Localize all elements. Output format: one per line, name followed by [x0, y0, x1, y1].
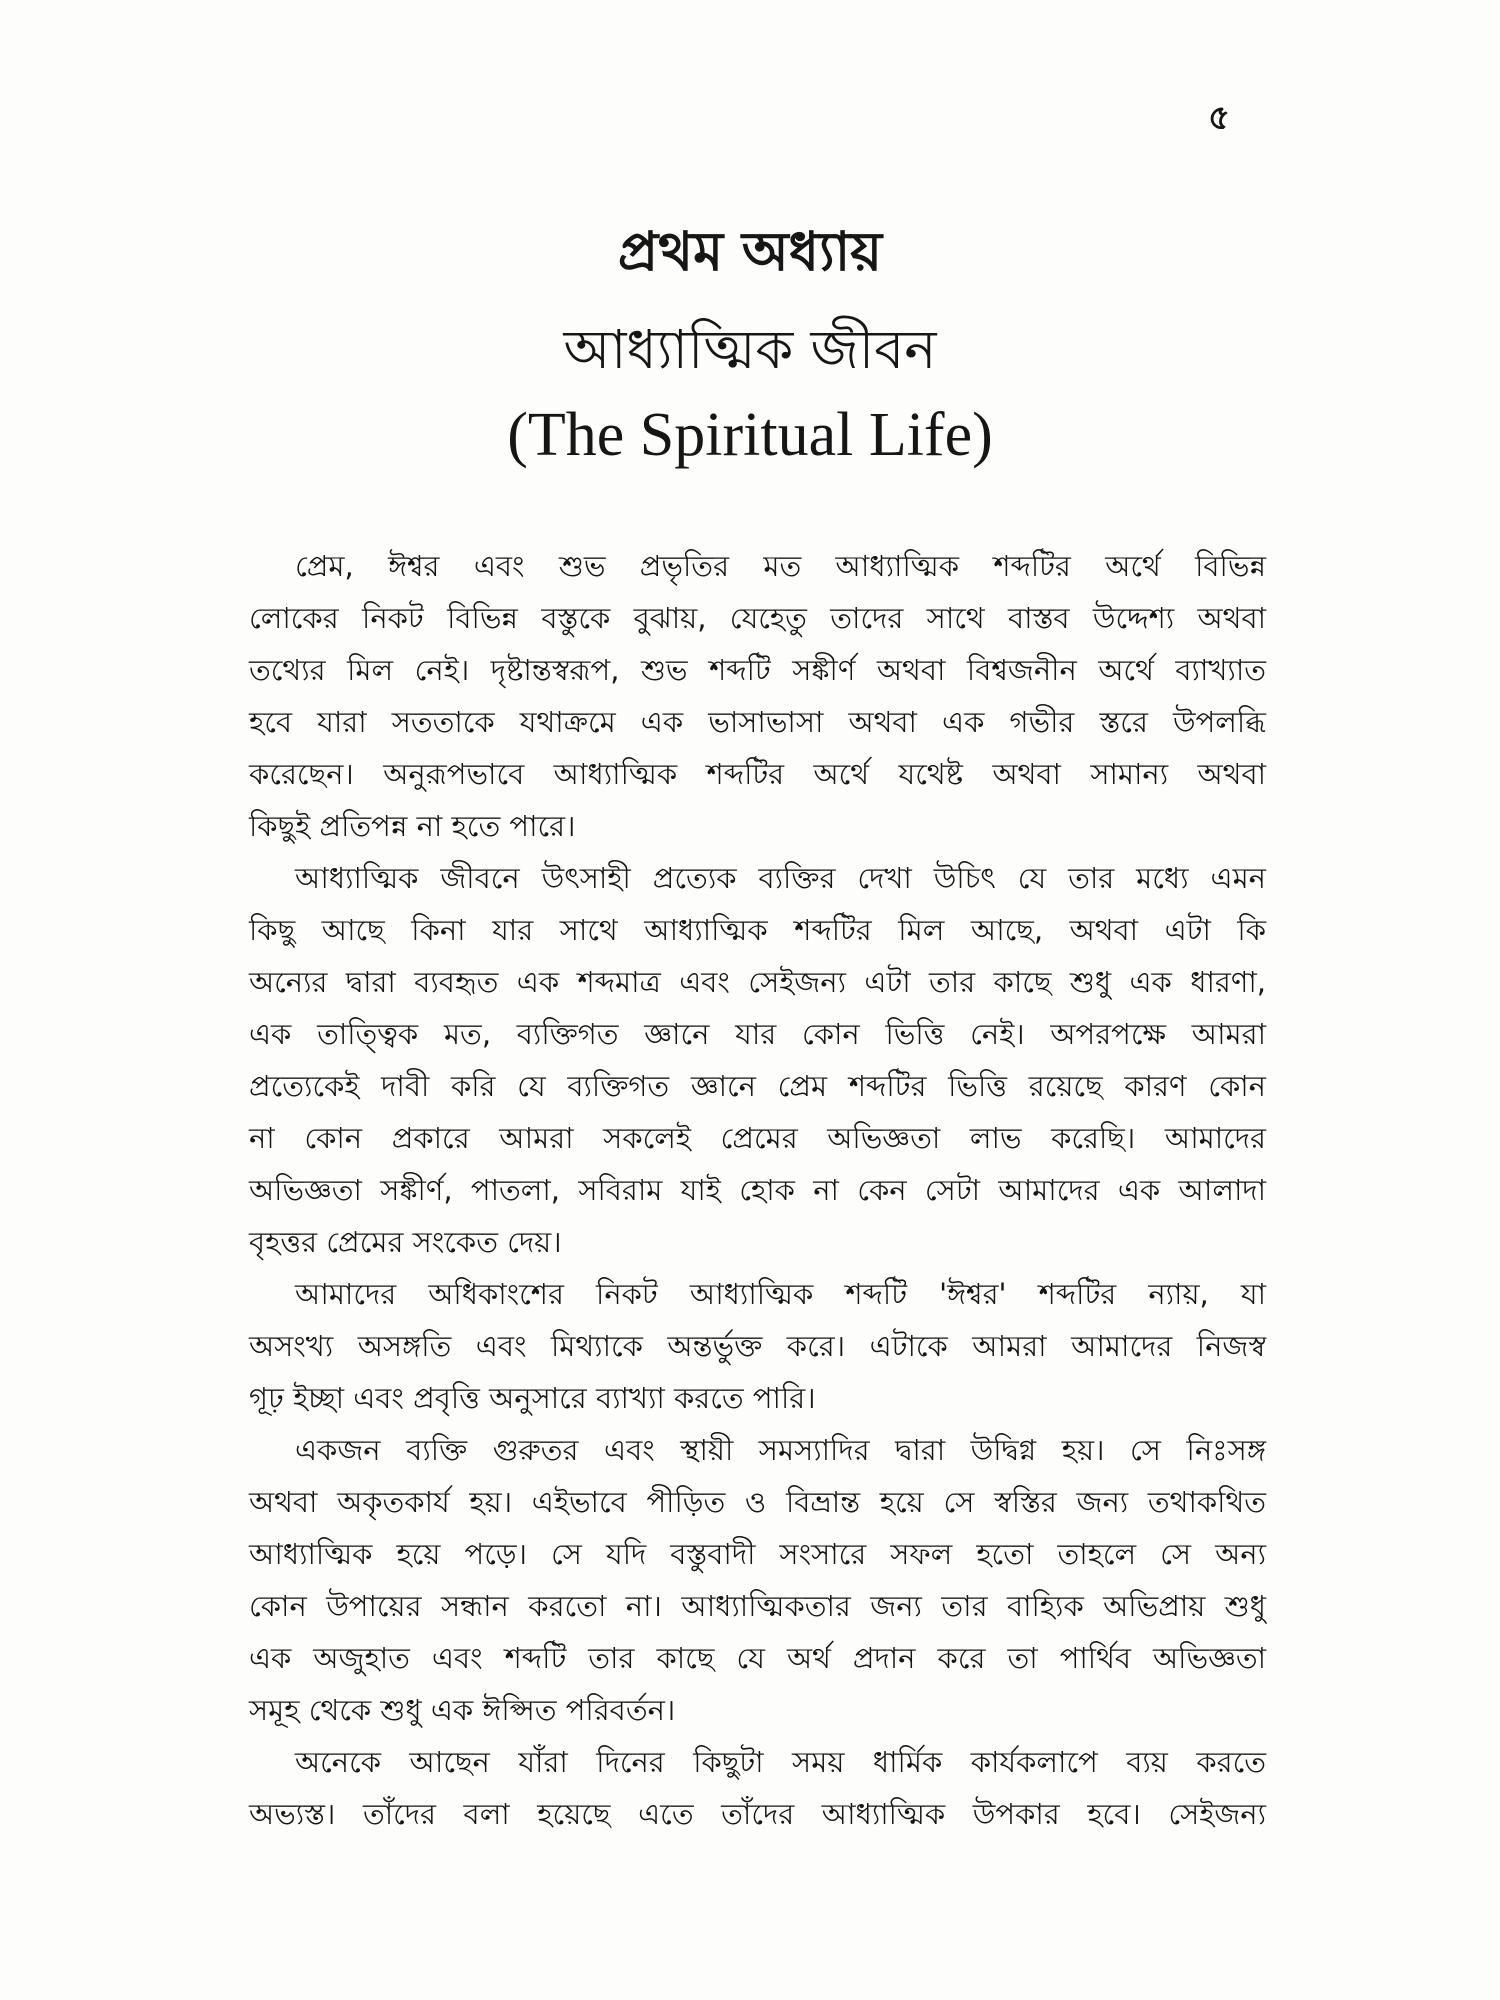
text-line: বৃহত্তর প্রেমের সংকেত দেয়। — [249, 1225, 562, 1259]
text-line: অনেকে আছেন যাঁরা দিনের কিছুটা সময় ধার্মিক কার্যকলাপে ব্যয় করতে — [295, 1745, 1266, 1779]
paragraph — [249, 1424, 1266, 1736]
chapter-label: প্রথম অধ্যায় — [617, 220, 883, 283]
paragraph — [249, 852, 1266, 1268]
text-line: অভ্যস্ত। তাঁদের বলা হয়েছে এতে তাঁদের আধ্যাত্মিক উপকার হবে। সেইজন্য — [249, 1797, 1266, 1831]
page-number: ৫ — [1208, 98, 1231, 138]
text-line: প্রত্যেকেই দাবী করি যে ব্যক্তিগত জ্ঞানে প্রেম শব্দটির ভিত্তি রয়েছে কারণ কোন — [249, 1069, 1266, 1103]
text-line: অথবা অকৃতকার্য হয়। এইভাবে পীড়িত ও বিভ্রান্ত হয়ে সে স্বস্তির জন্য তথাকথিত — [249, 1485, 1266, 1519]
text-line: অন্যের দ্বারা ব্যবহৃত এক শব্দমাত্র এবং সেইজন্য এটা তার কাছে শুধু এক ধারণা, — [249, 965, 1266, 999]
text-line: অসংখ্য অসঙ্গতি এবং মিথ্যাকে অন্তর্ভুক্ত করে। এটাকে আমরা আমাদের নিজস্ব — [249, 1329, 1266, 1363]
paragraph — [249, 1268, 1266, 1424]
text-line: আধ্যাত্মিক হয়ে পড়ে। সে যদি বস্তুবাদী সংসারে সফল হতো তাহলে সে অন্য — [249, 1537, 1266, 1571]
chapter-subtitle: (The Spiritual Life) — [507, 401, 993, 469]
text-line: হবে যারা সততাকে যথাক্রমে এক ভাসাভাসা অথবা এক গভীর স্তরে উপলব্ধি — [249, 705, 1266, 739]
text-line: লোকের নিকট বিভিন্ন বস্তুকে বুঝায়, যেহেতু তাদের সাথে বাস্তব উদ্দেশ্য অথবা — [249, 601, 1266, 635]
text-line: আধ্যাত্মিক জীবনে উৎসাহী প্রত্যেক ব্যক্তির দেখা উচিৎ যে তার মধ্যে এমন — [295, 861, 1266, 895]
text-line: সমূহ থেকে শুধু এক ঈপ্সিত পরিবর্তন। — [249, 1693, 676, 1727]
text-line: গূঢ় ইচ্ছা এবং প্রবৃত্তি অনুসারে ব্যাখ্যা করতে পারি। — [249, 1381, 816, 1415]
text-line: তথ্যের মিল নেই। দৃষ্টান্তস্বরূপ, শুভ শব্দটি সঙ্কীর্ণ অথবা বিশ্বজনীন অর্থে ব্যাখ্যাত — [249, 653, 1266, 687]
text-line: এক অজুহাত এবং শব্দটি তার কাছে যে অর্থ প্রদান করে তা পার্থিব অভিজ্ঞতা — [249, 1641, 1266, 1675]
paragraph — [249, 1736, 1266, 1840]
text-line: এক তাত্ত্বিক মত, ব্যক্তিগত জ্ঞানে যার কোন ভিত্তি নেই। অপরপক্ষে আমরা — [249, 1017, 1266, 1051]
text-line: কিছু আছে কিনা যার সাথে আধ্যাত্মিক শব্দটির মিল আছে, অথবা এটা কি — [249, 913, 1266, 947]
text-line: আমাদের অধিকাংশের নিকট আধ্যাত্মিক শব্দটি 'ঈশ্বর' শব্দটির ন্যায়, যা — [295, 1277, 1266, 1311]
text-line: না কোন প্রকারে আমরা সকলেই প্রেমের অভিজ্ঞতা লাভ করেছি। আমাদের — [249, 1121, 1266, 1155]
text-line: কিছুই প্রতিপন্ন না হতে পারে। — [249, 809, 576, 843]
text-line: একজন ব্যক্তি গুরুতর এবং স্থায়ী সমস্যাদির দ্বারা উদ্বিগ্ন হয়। সে নিঃসঙ্গ — [295, 1433, 1266, 1467]
paragraph — [249, 540, 1266, 852]
text-line: প্রেম, ঈশ্বর এবং শুভ প্রভৃতির মত আধ্যাত্মিক শব্দটির অর্থে বিভিন্ন — [295, 549, 1266, 583]
text-line: অভিজ্ঞতা সঙ্কীর্ণ, পাতলা, সবিরাম যাই হোক না কেন সেটা আমাদের এক আলাদা — [249, 1173, 1266, 1207]
text-line: করেছেন। অনুরূপভাবে আধ্যাত্মিক শব্দটির অর্থে যথেষ্ট অথবা সামান্য অথবা — [249, 757, 1266, 791]
text-line: কোন উপায়ের সন্ধান করতো না। আধ্যাত্মিকতার জন্য তার বাহ্যিক অভিপ্রায় শুধু — [249, 1589, 1266, 1623]
body-text — [249, 540, 1266, 1840]
chapter-title: আধ্যাত্মিক জীবন — [563, 318, 937, 381]
